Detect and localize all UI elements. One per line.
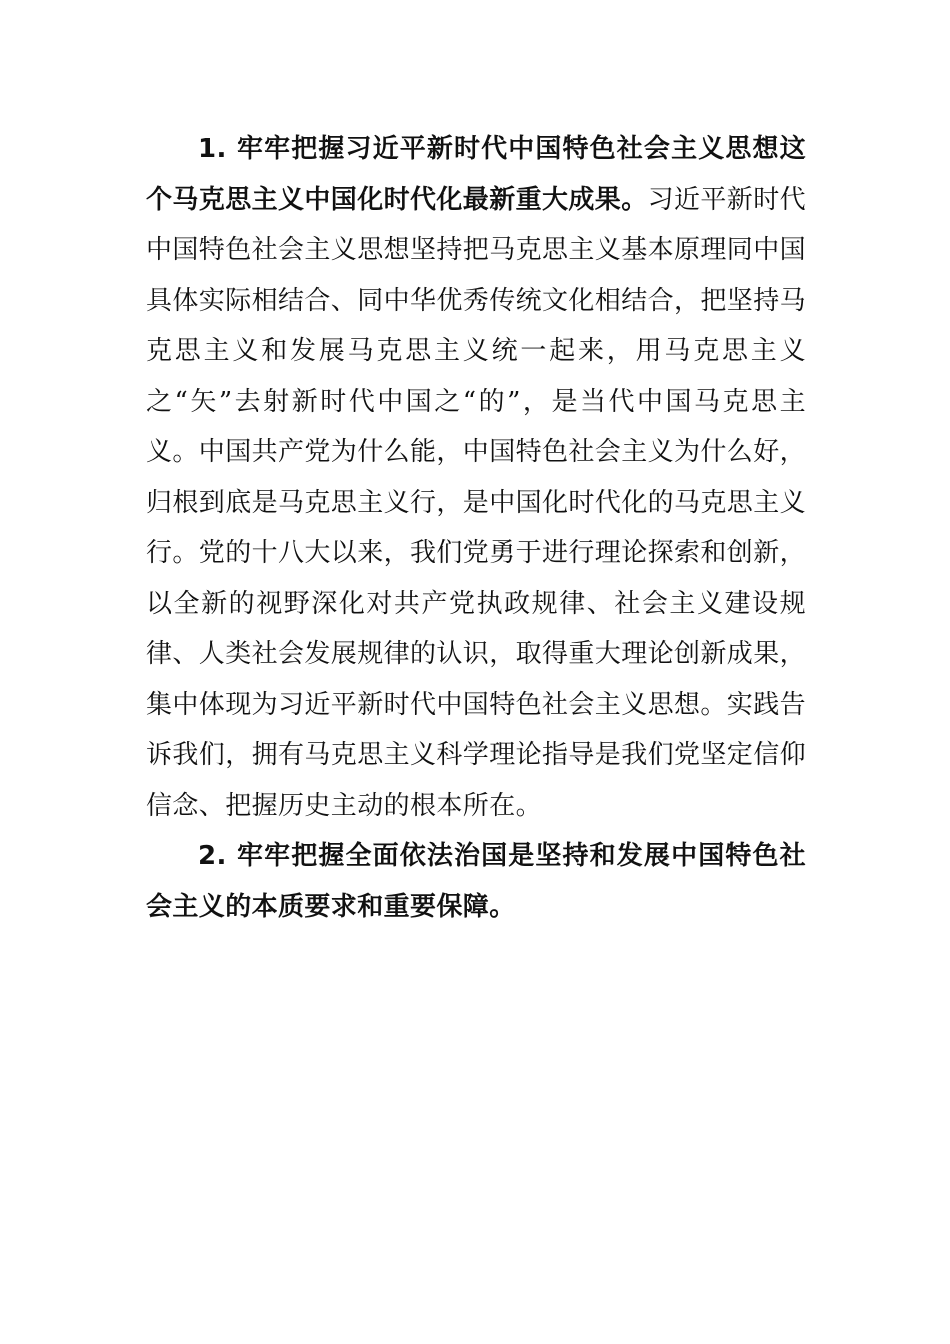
document-body [146,124,806,932]
paragraph-2-heading: 2. 牢牢把握全面依法治国是坚持和发展中国特色社会主义的本质要求和重要保障。 [146,841,806,922]
paragraph-1-body: 习近平新时代中国特色社会主义思想坚持把马克思主义基本原理同中国具体实际相结合、同中华优秀传统文化相结合，把坚持马克思主义和发展马克思主义统一起来，用马克思主义之“矢”去射新时代中国之“的”，是当代中国马克思主义。中国共产党为什么能，中国特色社会主义为什么好，归根到底是马克思主义行，是中国化时代化的马克思主义行。党的十八大以来，我们党勇于进行理论探索和创新，以全新的视野深化对共产党执政规律、社会主义建设规律、人类社会发展规律的认识，取得重大理论创新成果，集中体现为习近平新时代中国特色社会主义思想。实践告诉我们，拥有马克思主义科学理论指导是我们党坚定信仰信念、把握历史主动的根本所在。 [146,184,807,821]
paragraph-2 [146,831,806,932]
paragraph-1-heading: 1. 牢牢把握习近平新时代中国特色社会主义思想这个马克思主义中国化时代化最新重大成果。 [146,134,806,215]
paragraph-1 [146,124,806,831]
